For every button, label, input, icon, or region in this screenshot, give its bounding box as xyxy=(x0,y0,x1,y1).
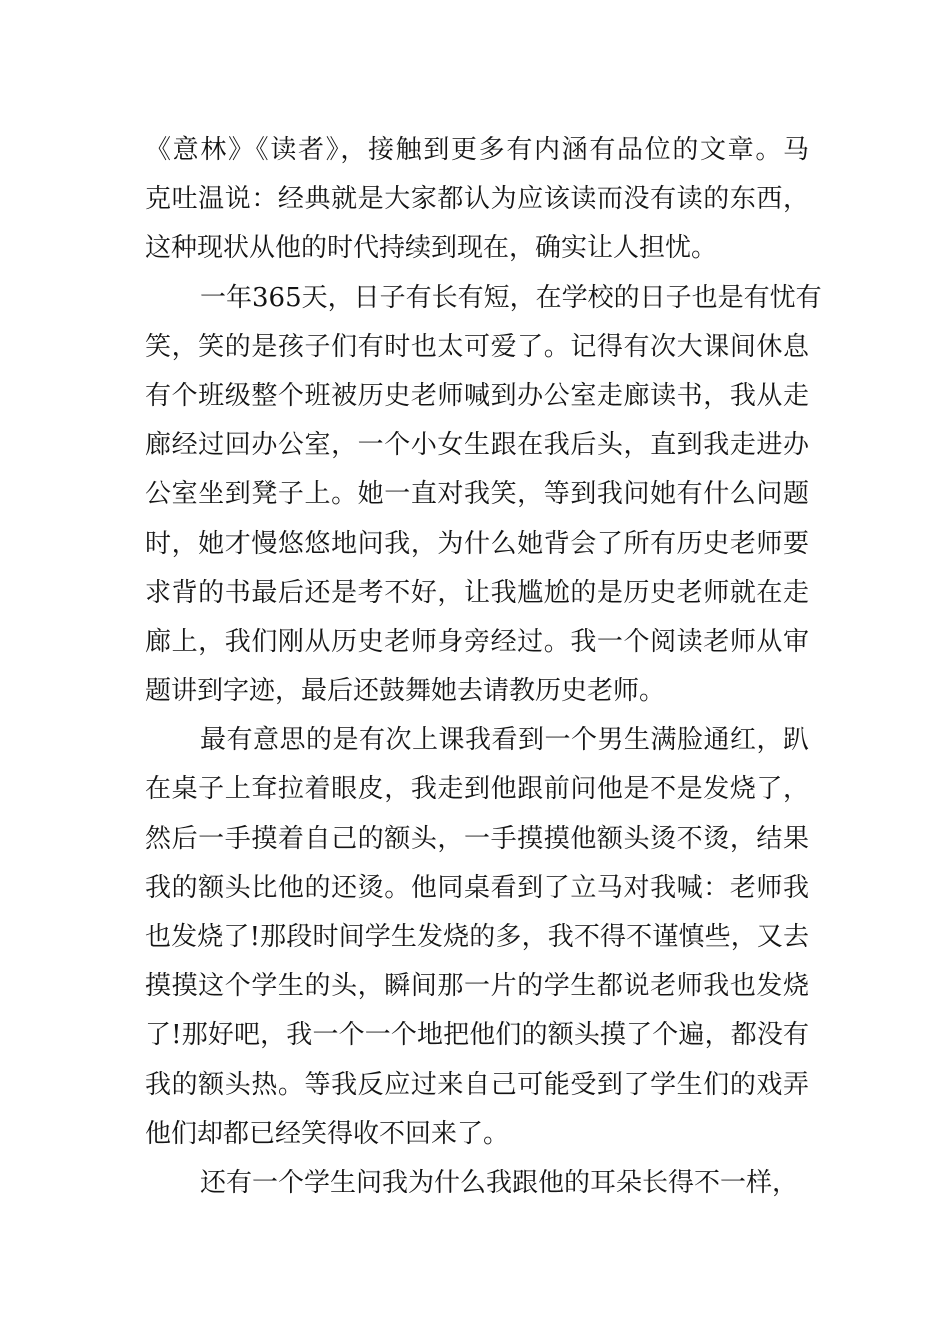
text-line: 公室坐到凳子上。她一直对我笑，等到我问她有什么问题 xyxy=(145,479,809,510)
text-line: 一年365天，日子有长有短，在学校的日子也是有忧有 xyxy=(200,282,822,313)
paragraph-3 xyxy=(145,716,809,1159)
text-line: 求背的书最后还是考不好，让我尴尬的是历史老师就在走 xyxy=(145,577,809,608)
text-line: 廊上，我们刚从历史老师身旁经过。我一个阅读老师从审 xyxy=(145,626,809,657)
text-line: 有个班级整个班被历史老师喊到办公室走廊读书，我从走 xyxy=(145,380,809,411)
text-line: 题讲到字迹，最后还鼓舞她去请教历史老师。 xyxy=(145,676,666,707)
text-line: 在桌子上耷拉着眼皮，我走到他跟前问他是不是发烧了， xyxy=(145,774,809,805)
text-line: 还有一个学生问我为什么我跟他的耳朵长得不一样， xyxy=(200,1167,799,1198)
text-line: 时，她才慢悠悠地问我，为什么她背会了所有历史老师要 xyxy=(145,528,809,559)
paragraph-2 xyxy=(145,274,822,717)
text-line: 摸摸这个学生的头，瞬间那一片的学生都说老师我也发烧 xyxy=(145,971,809,1002)
text-line: 我的额头热。等我反应过来自己可能受到了学生们的戏弄 xyxy=(145,1069,809,1100)
text-line: 他们却都已经笑得收不回来了。 xyxy=(145,1118,510,1149)
paragraph-4 xyxy=(145,1159,809,1208)
text-line: 然后一手摸着自己的额头，一手摸摸他额头烫不烫，结果 xyxy=(145,823,809,854)
text-line: 廊经过回办公室，一个小女生跟在我后头，直到我走进办 xyxy=(145,430,809,461)
body-text xyxy=(145,126,822,1208)
text-line: 克吐温说：经典就是大家都认为应该读而没有读的东西， xyxy=(145,184,809,215)
text-line: 这种现状从他的时代持续到现在，确实让人担忧。 xyxy=(145,233,718,264)
text-line: 也发烧了!那段时间学生发烧的多，我不得不谨慎些，又去 xyxy=(145,922,809,952)
text-line: 我的额头比他的还烫。他同桌看到了立马对我喊：老师我 xyxy=(145,872,809,903)
paragraph-1 xyxy=(145,126,809,274)
text-line: 了!那好吧，我一个一个地把他们的额头摸了个遍，都没有 xyxy=(145,1020,809,1051)
text-line: 最有意思的是有次上课我看到一个男生满脸通红，趴 xyxy=(200,725,809,756)
text-line: 笑，笑的是孩子们有时也太可爱了。记得有次大课间休息 xyxy=(145,331,809,362)
text-line: 《意林》《读者》，接触到更多有内涵有品位的文章。马 xyxy=(145,135,809,165)
